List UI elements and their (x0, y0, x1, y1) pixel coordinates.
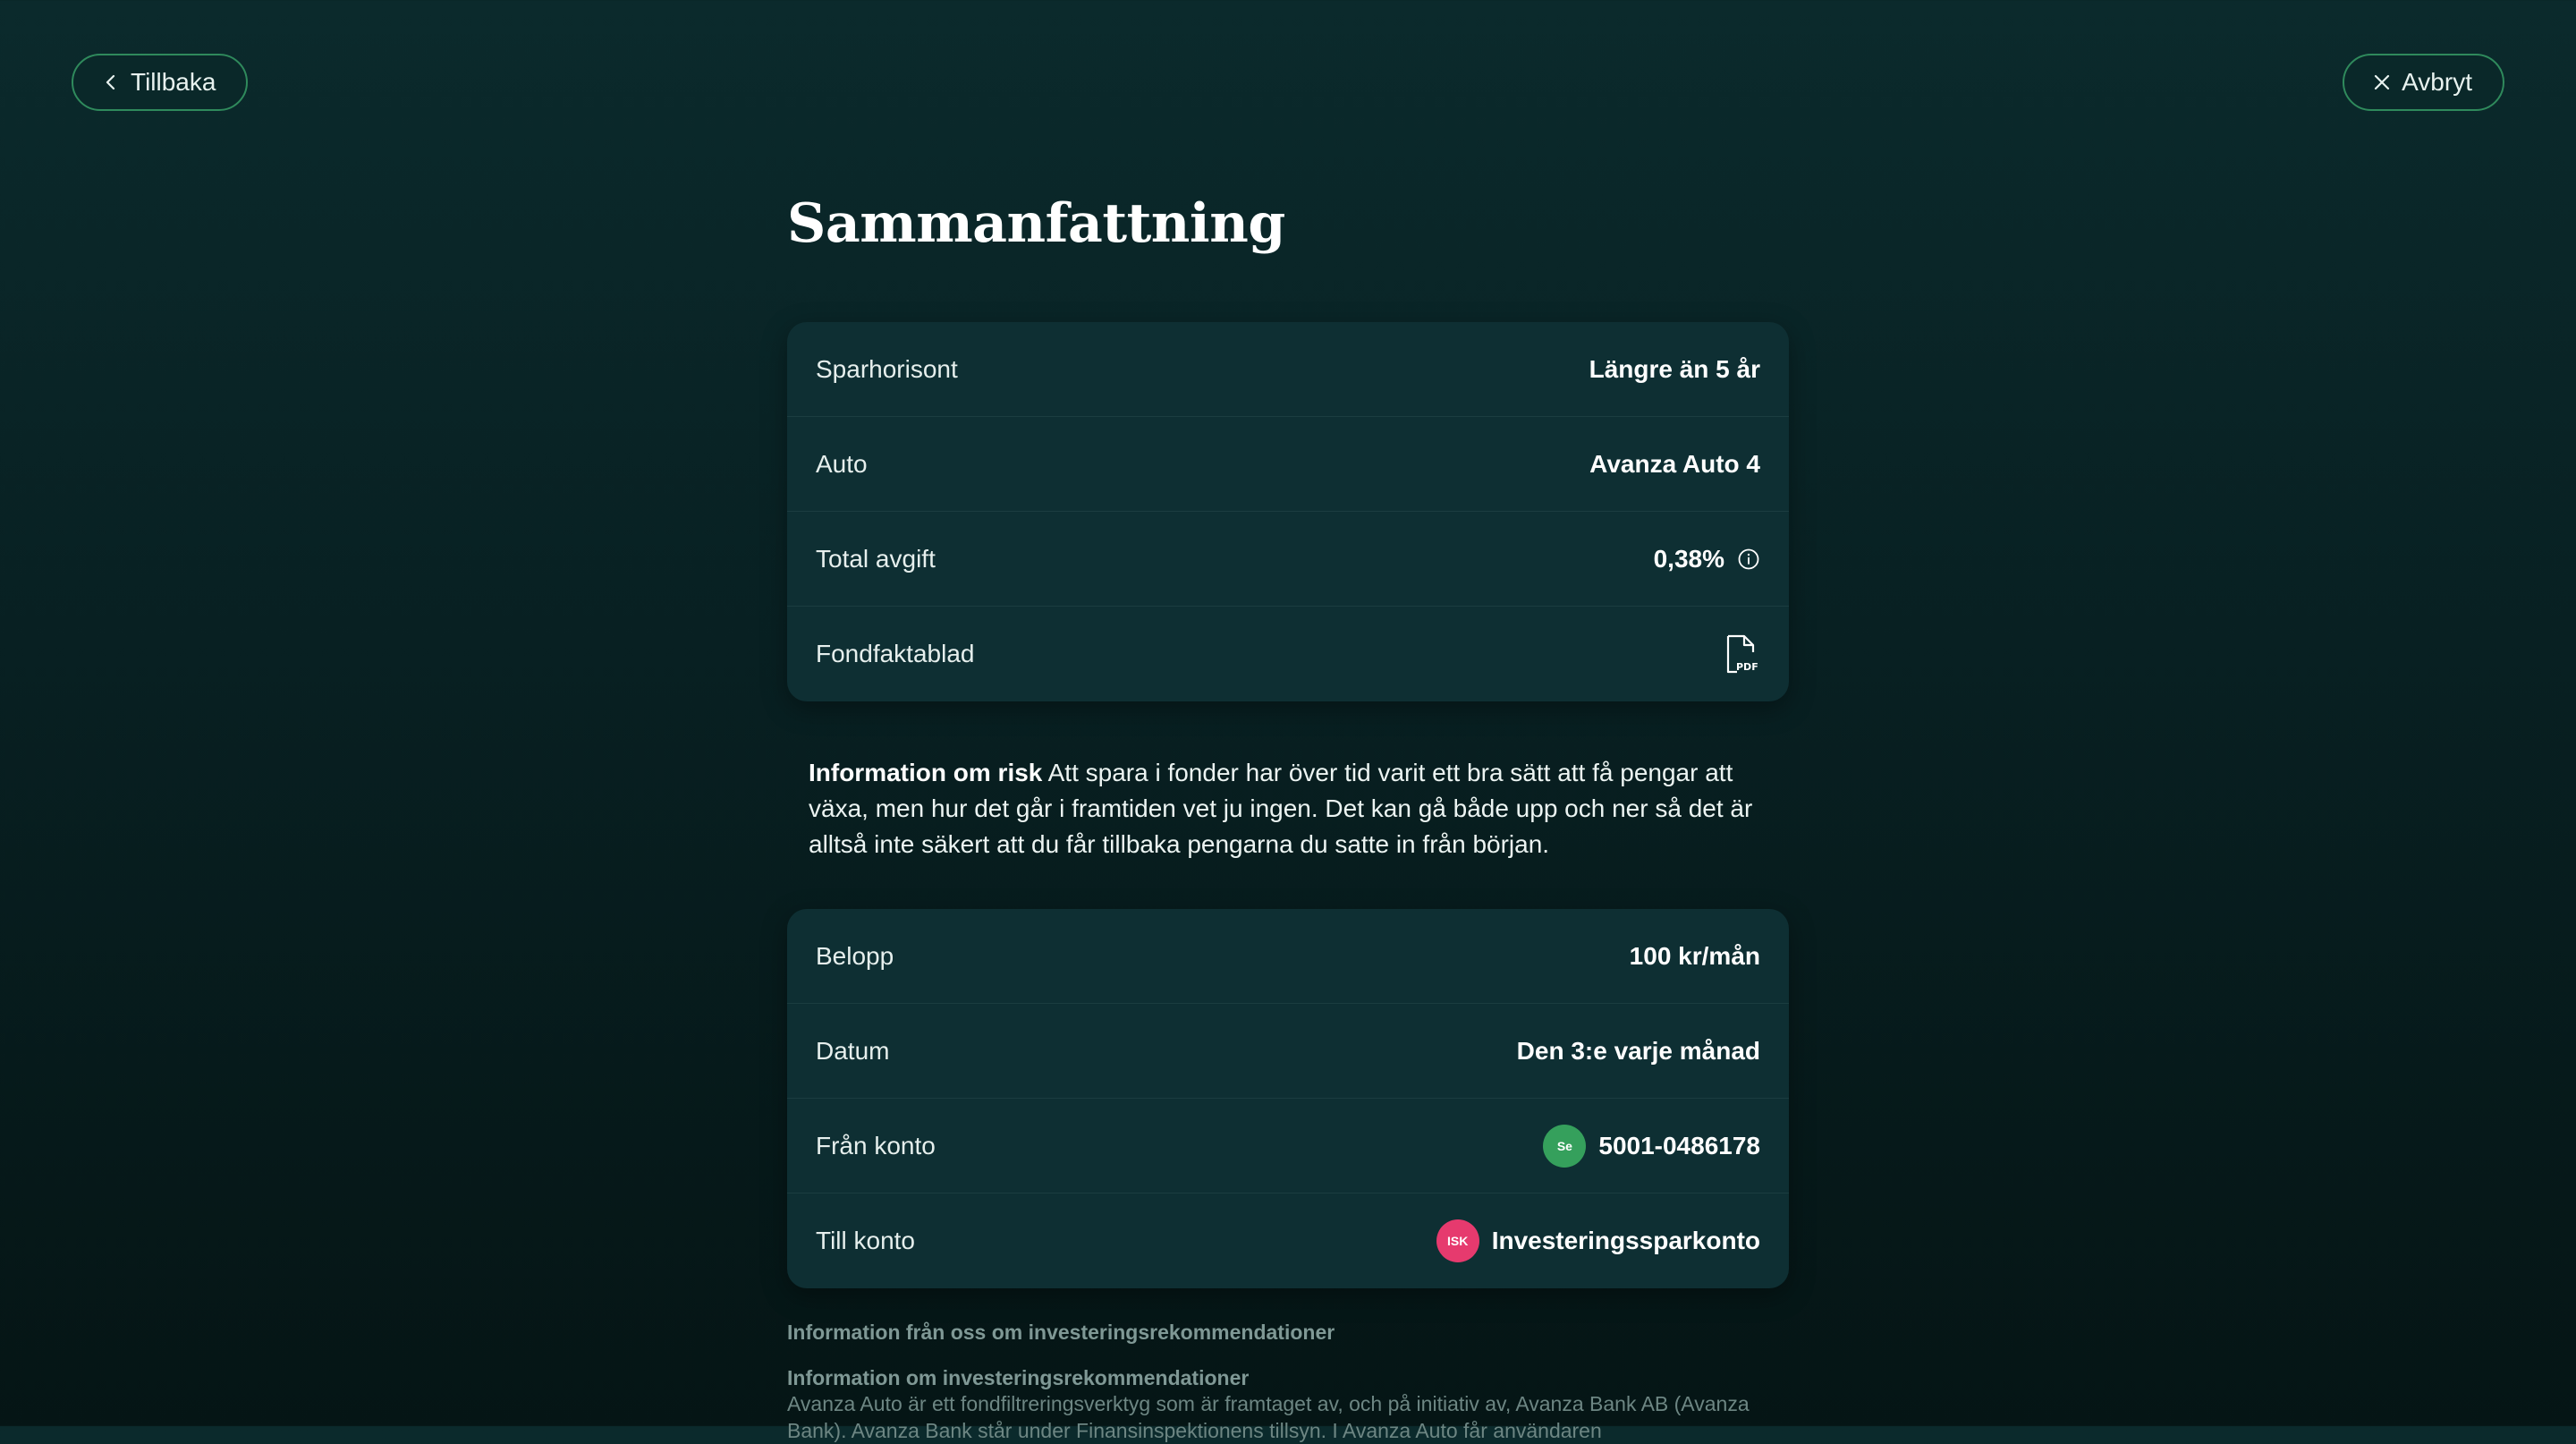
summary-main (787, 188, 1789, 1444)
order-row-amount (787, 909, 1789, 1004)
account-badge-se: Se (1543, 1125, 1586, 1168)
from-account-group (1543, 1125, 1760, 1168)
chevron-left-icon (100, 72, 122, 93)
order-row-from-account (787, 1099, 1789, 1193)
row-label: Auto (816, 449, 868, 478)
row-value: 100 kr/mån (1629, 941, 1760, 970)
summary-row-factsheet (787, 607, 1789, 701)
cancel-button[interactable] (2343, 54, 2504, 111)
summary-row-horizon (787, 322, 1789, 417)
row-label: Datum (816, 1036, 890, 1065)
row-label: Fondfaktablad (816, 640, 975, 667)
row-value: Avanza Auto 4 (1589, 449, 1760, 478)
footer-text: Avanza Auto är ett fondfiltreringsverktyg som är framtaget av, och på initiativ av, Avanza Bank AB (Avanza Bank). Avanza Bank står under Finansinspektionens tillsyn. I Avanza Auto får användaren (787, 1392, 1750, 1442)
row-value: 5001-0486178 (1598, 1131, 1760, 1159)
fee-value-group (1654, 545, 1760, 573)
back-button[interactable] (72, 54, 248, 111)
order-row-to-account (787, 1193, 1789, 1288)
order-row-date (787, 1004, 1789, 1099)
close-icon (2371, 72, 2393, 93)
row-label: Från konto (816, 1131, 936, 1159)
row-label: Till konto (816, 1227, 916, 1254)
info-icon[interactable] (1737, 548, 1760, 571)
risk-text: Att spara i fonder har över tid varit ett bra sätt att få pengar att växa, men hur det går i framtiden vet ju ingen. Det kan gå både upp och ner så det är alltså inte säkert att du får tillbaka pengarna du satte in från början. (809, 759, 1753, 858)
summary-card (787, 322, 1789, 701)
page-title: Sammanfattning (787, 192, 1285, 255)
account-badge-isk: ISK (1436, 1219, 1479, 1262)
risk-heading: Information om risk (809, 759, 1043, 786)
order-card (787, 909, 1789, 1288)
row-value: Investeringssparkonto (1491, 1227, 1760, 1254)
row-label: Sparhorisont (816, 354, 958, 383)
row-label: Belopp (816, 941, 894, 970)
footer-heading: Information från oss om investeringsrekommendationer (787, 1321, 1335, 1344)
summary-row-auto (787, 417, 1789, 512)
pdf-icon[interactable] (1723, 633, 1760, 675)
risk-information (809, 755, 1767, 862)
summary-row-fee (787, 512, 1789, 607)
row-value: 0,38% (1653, 544, 1724, 573)
cancel-button-label: Avbryt (2402, 68, 2472, 96)
row-value: Längre än 5 år (1589, 354, 1760, 383)
row-label: Total avgift (816, 544, 936, 573)
to-account-group (1436, 1219, 1760, 1262)
footer-subheading: Information om investeringsrekommendationer (787, 1366, 1250, 1389)
svg-text:PDF: PDF (1736, 661, 1758, 673)
row-value: Den 3:e varje månad (1516, 1036, 1760, 1065)
back-button-label: Tillbaka (131, 68, 216, 96)
